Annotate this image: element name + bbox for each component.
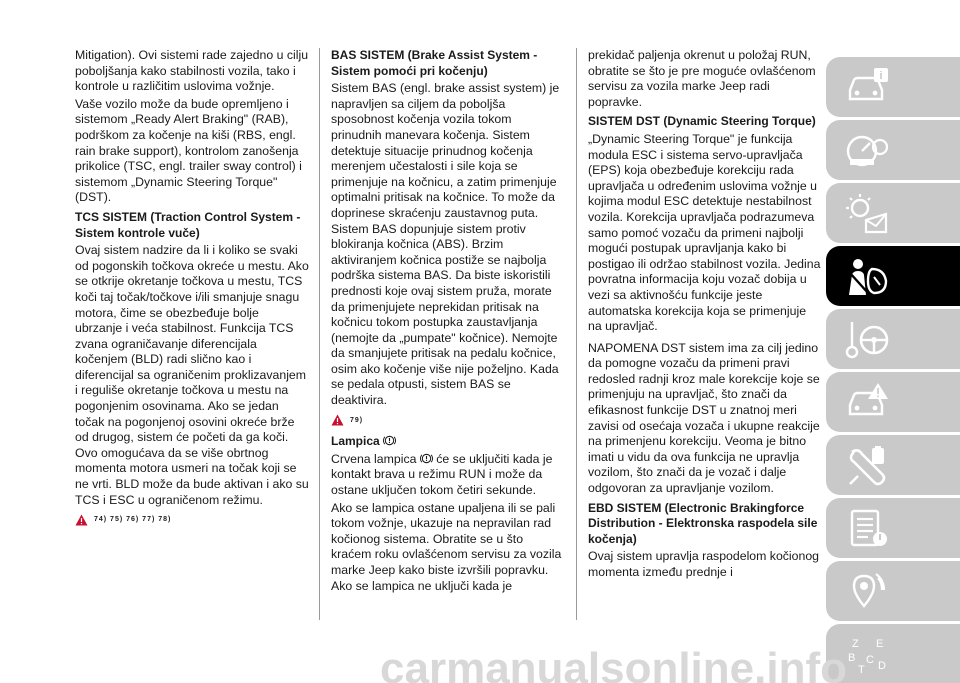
paragraph: prekidač paljenja okrenut u položaj RUN, obratite se što je pre moguće ovlašćenom servisu za vozila marke Jeep radi popravke. xyxy=(588,48,816,109)
tab-maintenance[interactable] xyxy=(826,435,960,495)
text-column-1 xyxy=(75,48,309,534)
tools-icon xyxy=(844,444,890,486)
text-run: Crvena lampica xyxy=(331,451,417,466)
tab-driving[interactable] xyxy=(826,309,960,369)
dashboard-icon xyxy=(844,129,890,171)
lights-icon xyxy=(844,192,890,234)
seatbelt-airbag-icon xyxy=(844,255,890,297)
specs-icon xyxy=(844,507,890,549)
text-column-2 xyxy=(331,48,565,596)
section-heading-lamp xyxy=(331,434,565,450)
svg-text:E: E xyxy=(876,638,884,650)
tab-emergency[interactable] xyxy=(826,372,960,432)
multimedia-icon xyxy=(844,570,890,612)
svg-text:i: i xyxy=(879,70,883,82)
chapter-tabs xyxy=(826,57,960,683)
emergency-icon xyxy=(844,381,890,423)
svg-text:D: D xyxy=(878,660,886,672)
paragraph: Ako se lampica ostane upaljena ili se pali tokom vožnje, ukazuje na nepravilan rad kočionog sistema. Obratite se u što kraćem roku ovlašćenom servisu za vozila marke Jeep kako biste izvršili popravku. Ako se lampica ne uključi kada je xyxy=(331,500,562,593)
index-icon xyxy=(844,633,890,675)
warning-refs: 74) 75) 76) 77) 78) xyxy=(94,516,172,524)
paragraph: Sistem BAS (engl. brake assist system) je napravljen sa ciljem da poboljša sposobnost kočenja vozila tokom prinudnih manevara kočenja. Sistem detektuje situacije prinudnog kočenja merenjem učestalosti i sile koja se primenjuje na kočnicu, a zatim primenjuje optimalni pritisak na kočnice. To može da doprinese skraćenju zaustavnog puta. Sistem BAS dopunjuje sistem protiv blokiranja kočnica (ABS). Brzim aktiviranjem kočnica postiže se najbolja podrška sistema BAS. Da biste iskoristili prednosti koje ovaj sistem pruža, morate da primenjujete neprekidan pritisak na kočnicu tokom postupka zaustavljanja (nemojte da „pumpate" kočnice). Nemojte da smanjujete pritisak na pedalu kočnice, osim ako kočenje više nije poželjno. Kada se pedala otpusti, sistem BAS se deaktivira. xyxy=(331,81,560,408)
section-heading-dst: SISTEM DST (Dynamic Steering Torque) xyxy=(588,114,816,129)
section-heading-ebd: EBD SISTEM (Electronic Brakingforce Distribution - Elektronska raspodela sile kočenja) xyxy=(588,500,818,546)
paragraph: Ovaj sistem nadzire da li i koliko se svaki od pogonskih točkova okreće u mestu. Ako se otkrije okretanje točkova u mestu, TCS koči taj točak/točkove i/ili smanjuje snagu motora, čime se obezbeđuje bolje ubrzanje i veća stabilnost. Funkcija TCS zvana ograničavanje diferencijala kočenjem (BLD) radi slično kao i diferencijal sa ograničenim proklizavanjem i reguliše okretanje točkova u mestu na pogonjenim osovinama. Ako se jedan točak na pogonjenoj osovini okreće brže od drugog, sistem će početi da ga koči. Ovo omogućava da se više obrtnog momenta motora usmeri na točak koji se ne vrti. BLD može da bude aktivan i ako su TCS i ESC u ograničenom režimu. xyxy=(75,243,309,507)
section-heading-tcs: TCS SISTEM (Traction Control System - Sistem kontrole vuče) xyxy=(75,209,301,240)
tab-multimedia[interactable] xyxy=(826,561,960,621)
svg-text:C: C xyxy=(866,654,874,666)
steering-wheel-icon xyxy=(844,318,890,360)
watermark: carmanualsonline.info xyxy=(380,644,847,683)
paragraph xyxy=(331,452,565,499)
paragraph: „Dynamic Steering Torque" je funkcija modula ESC i sistema servo-upravljača (EPS) koja obezbeđuje korekciju rada upravljača u određenim uslovima vožnje u kojima modul ESC detektuje nestabilnost vozila. Korekcija upravljača podrazumeva samo pomoć vozaču da primeni najbolji mogući postupak upravljanja kako bi postigao ili održao stabilnost vozila. Jedina povratna informacija koju vozač dobija u vezi sa aktivnošću funkcije jeste automatska korekcija koja se primenjuje na upravljač. xyxy=(588,131,821,334)
paragraph: NAPOMENA DST sistem ima za cilj jedino da pomogne vozaču da primeni pravi redosled radnji kroz male korekcije koje se primenjuju na upravljač, što znači da efikasnost funkcije DST u znatnoj meri zavisi od osećaja vozača i ukupne reakcije na primenjenu korekciju. Veoma je bitno imati u vidu da ova funkcija ne upravlja vozilom, što znači da je vozač i dalje odgovoran za upravljanje vozilom. xyxy=(588,340,820,496)
paragraph: Vaše vozilo može da bude opremljeno i sistemom „Ready Alert Braking" (RAB), podrškom za kočenje na kiši (RBS, engl. rain brake support), kontrolom zanošenja prikolice (TSC, engl. trailer sway control) i sistemom „Dynamic Steering Torque" (DST). xyxy=(75,96,302,205)
lamp-heading-text: Lampica xyxy=(331,434,380,449)
svg-text:B: B xyxy=(848,652,856,664)
text-run: će se uključiti kada je kontakt brava u režimu RUN i može da ostane uključen tokom četiri sekunde. xyxy=(331,451,553,498)
car-info-icon xyxy=(844,66,890,108)
warning-reference xyxy=(331,413,565,429)
brake-warning-icon xyxy=(420,452,433,465)
brake-warning-icon xyxy=(383,434,396,447)
tab-lights[interactable] xyxy=(826,183,960,243)
warning-triangle-icon xyxy=(331,414,344,426)
tab-car-info[interactable] xyxy=(826,57,960,117)
warning-reference xyxy=(75,512,309,528)
svg-text:T: T xyxy=(858,664,865,675)
column-divider-1 xyxy=(319,48,320,620)
warning-triangle-icon xyxy=(75,514,88,526)
tab-safety[interactable] xyxy=(826,246,960,306)
paragraph: Ovaj sistem upravlja raspodelom kočionog momenta između prednje i xyxy=(588,549,820,579)
paragraph: Mitigation). Ovi sistemi rade zajedno u cilju poboljšanja kako stabilnosti vozila, tako i kontrole u različitim uslovima vožnje. xyxy=(75,48,309,94)
tab-specs[interactable] xyxy=(826,498,960,558)
section-heading-bas: BAS SISTEM (Brake Assist System - Sistem pomoći pri kočenju) xyxy=(331,48,538,78)
warning-refs: 79) xyxy=(350,416,364,424)
tab-dashboard[interactable] xyxy=(826,120,960,180)
text-column-3 xyxy=(588,48,822,583)
svg-text:Z: Z xyxy=(852,638,859,650)
column-divider-2 xyxy=(576,48,577,620)
